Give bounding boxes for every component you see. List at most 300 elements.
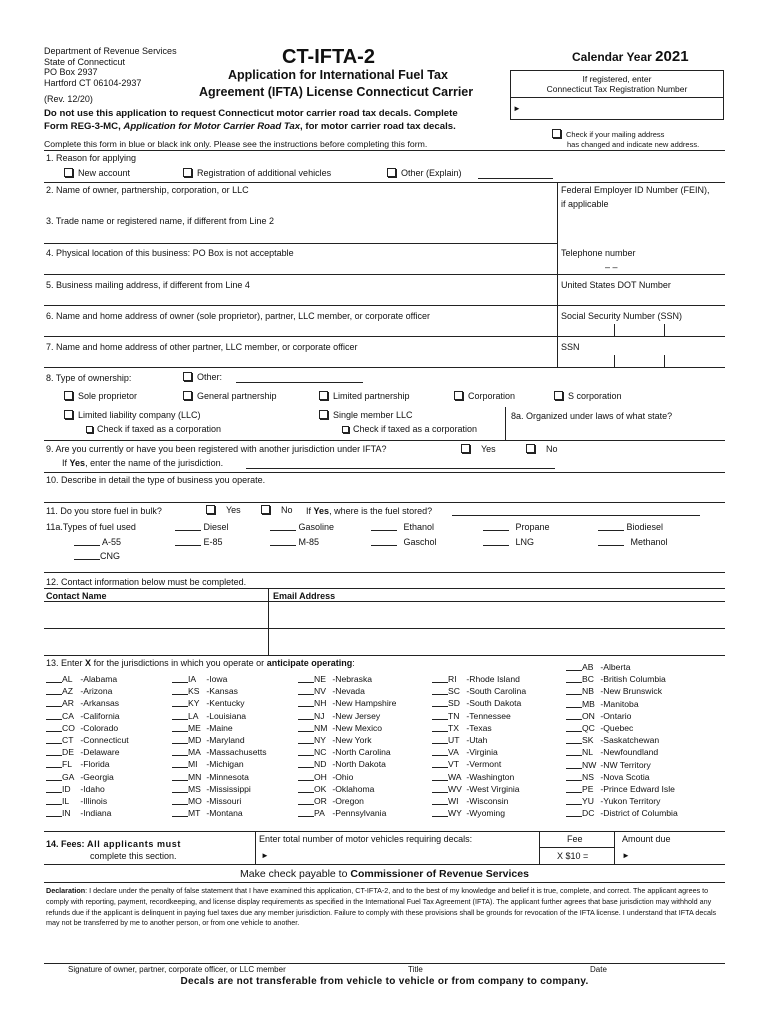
- jurisdiction-row[interactable]: [566, 685, 678, 697]
- jurisdiction-row[interactable]: [46, 710, 129, 722]
- jurisdiction-row[interactable]: [566, 661, 678, 673]
- jurisdiction-row[interactable]: [172, 734, 267, 746]
- llc-checkbox[interactable]: [64, 410, 73, 419]
- q8-smllc-corp[interactable]: [342, 424, 477, 434]
- jurisdiction-row[interactable]: [432, 783, 526, 795]
- separator: -: [598, 735, 604, 746]
- jurisdiction-blank[interactable]: [566, 687, 582, 695]
- separator: -: [598, 808, 604, 819]
- jurisdiction-row[interactable]: [298, 746, 396, 758]
- q11-yes-word: Yes: [313, 506, 330, 516]
- jurisdiction-blank[interactable]: [432, 736, 448, 744]
- contact-name-input-2[interactable]: [46, 630, 266, 654]
- jurisdiction-row[interactable]: [298, 685, 396, 697]
- jurisdiction-blank[interactable]: [566, 724, 582, 732]
- q8-scorp[interactable]: [554, 391, 622, 401]
- jurisdiction-blank[interactable]: [298, 797, 314, 805]
- jurisdiction-name: Texas: [469, 722, 492, 733]
- sole-proprietor-checkbox[interactable]: [64, 391, 73, 400]
- jurisdiction-row[interactable]: [566, 795, 678, 807]
- separator: -: [78, 771, 84, 782]
- contact-name-input-1[interactable]: [46, 603, 266, 627]
- q8-corp[interactable]: [454, 391, 515, 401]
- smllc-taxed-corp-checkbox[interactable]: [342, 426, 349, 433]
- jurisdiction-name: Maine: [209, 722, 233, 733]
- jurisdiction-code: CT: [62, 734, 74, 745]
- q1-label: 1. Reason for applying: [46, 153, 137, 163]
- jurisdiction-blank[interactable]: [298, 675, 314, 683]
- separator: -: [464, 759, 470, 770]
- jurisdiction-blank[interactable]: [432, 809, 448, 817]
- fuel-m85[interactable]: [270, 537, 319, 547]
- q9-no-checkbox[interactable]: [526, 444, 535, 453]
- fuel-lng[interactable]: [483, 537, 534, 547]
- jurisdiction-blank[interactable]: [566, 675, 582, 683]
- jurisdiction-blank[interactable]: [432, 748, 448, 756]
- jurisdiction-name: Rhode Island: [469, 674, 520, 684]
- other-ownership-checkbox[interactable]: [183, 372, 192, 381]
- jurisdiction-name: Virginia: [469, 747, 498, 758]
- jurisdiction-code: VT: [448, 759, 459, 770]
- separator: -: [464, 747, 470, 758]
- revision: (Rev. 12/20): [44, 94, 93, 104]
- q8-lp[interactable]: [319, 391, 410, 401]
- jurisdiction-name: Nevada: [335, 686, 365, 697]
- separator: -: [204, 759, 210, 770]
- jurisdiction-row[interactable]: [46, 758, 129, 770]
- q8-smllc-check-label: Check if taxed as a corporation: [353, 424, 478, 434]
- jurisdiction-code: FL: [62, 759, 73, 770]
- jurisdiction-code: YU: [582, 796, 594, 807]
- jurisdiction-row[interactable]: [432, 746, 526, 758]
- q9-no[interactable]: [526, 444, 558, 454]
- jurisdiction-row[interactable]: [172, 685, 267, 697]
- jurisdiction-blank[interactable]: [46, 687, 62, 695]
- jurisdiction-row[interactable]: [172, 771, 267, 783]
- jurisdiction-row[interactable]: [432, 722, 526, 734]
- payable-text: Make check payable to: [240, 868, 348, 880]
- fuel-gaschol[interactable]: [371, 537, 437, 547]
- jurisdiction-row[interactable]: [46, 771, 129, 783]
- jurisdiction-row[interactable]: [172, 697, 267, 709]
- jurisdiction-name: Mississippi: [209, 783, 251, 794]
- jurisdiction-blank[interactable]: [432, 699, 448, 707]
- jurisdiction-code: MA: [188, 747, 201, 758]
- jurisdiction-code: NE: [314, 674, 326, 684]
- jurisdiction-row[interactable]: [46, 722, 129, 734]
- jurisdiction-name: NW Territory: [603, 759, 651, 770]
- jurisdiction-code: NB: [582, 686, 594, 697]
- footer-note: Decals are not transferable from vehicle to vehicle or from company to company.: [180, 976, 589, 987]
- mailing-changed-checkbox[interactable]: [552, 129, 561, 138]
- jurisdiction-row[interactable]: [566, 698, 678, 710]
- jurisdiction-name: Newfoundland: [603, 747, 659, 758]
- jurisdiction-row[interactable]: [566, 746, 678, 758]
- q11-no[interactable]: [261, 505, 293, 515]
- jurisdiction-row[interactable]: [566, 722, 678, 734]
- jurisdiction-blank[interactable]: [46, 797, 62, 805]
- jurisdiction-name: Arizona: [83, 686, 113, 697]
- q11-no-checkbox[interactable]: [261, 505, 270, 514]
- jurisdiction-code: NS: [582, 771, 594, 782]
- jurisdiction-row[interactable]: [566, 710, 678, 722]
- amount-input[interactable]: [634, 848, 722, 863]
- jurisdiction-row[interactable]: [432, 697, 526, 709]
- jurisdiction-blank[interactable]: [46, 699, 62, 707]
- jurisdiction-blank[interactable]: [566, 663, 582, 671]
- jurisdiction-row[interactable]: [432, 807, 526, 819]
- jurisdiction-blank[interactable]: [46, 712, 62, 720]
- jurisdiction-code: ON: [582, 710, 595, 721]
- mailing-line2: has changed and indicate new address.: [567, 140, 700, 149]
- jurisdiction-blank[interactable]: [172, 748, 188, 756]
- jurisdiction-name: Pennsylvania: [335, 808, 387, 819]
- jurisdiction-blank[interactable]: [566, 700, 582, 708]
- q8-scorp-label: S corporation: [568, 391, 622, 401]
- vehicles-arrow: ►: [261, 851, 269, 860]
- jurisdiction-row[interactable]: [298, 697, 396, 709]
- jurisdiction-blank[interactable]: [46, 748, 62, 756]
- jurisdiction-row[interactable]: [298, 783, 396, 795]
- jurisdiction-code: GA: [62, 771, 75, 782]
- jurisdiction-row[interactable]: [432, 795, 526, 807]
- q1-additional-vehicles[interactable]: [183, 168, 331, 178]
- separator: -: [330, 710, 336, 721]
- jurisdiction-row[interactable]: [432, 673, 526, 685]
- jurisdiction-row[interactable]: [298, 795, 396, 807]
- jurisdiction-code: IN: [62, 808, 71, 819]
- jurisdiction-blank[interactable]: [566, 773, 582, 781]
- llc-taxed-corp-checkbox[interactable]: [86, 426, 93, 433]
- separator: -: [464, 698, 470, 709]
- fuel-label: CNG: [100, 551, 120, 561]
- s-corporation-checkbox[interactable]: [554, 391, 563, 400]
- jurisdiction-blank[interactable]: [298, 699, 314, 707]
- dot-label: United States DOT Number: [561, 280, 671, 290]
- jurisdiction-name: Maryland: [209, 734, 245, 745]
- jurisdiction-name: Indiana: [83, 808, 112, 819]
- jurisdiction-blank[interactable]: [172, 760, 188, 768]
- separator: -: [78, 674, 84, 684]
- separator: -: [204, 710, 210, 721]
- jurisdiction-row[interactable]: [298, 758, 396, 770]
- jurisdiction-code: CA: [62, 710, 74, 721]
- q4-label: 4. Physical location of this business: PO Box is not acceptable: [46, 248, 294, 258]
- jurisdiction-blank[interactable]: [298, 748, 314, 756]
- jurisdiction-row[interactable]: [566, 734, 678, 746]
- jurisdiction-row[interactable]: [172, 795, 267, 807]
- fuel-label: LNG: [515, 537, 535, 547]
- jurisdiction-row[interactable]: [46, 734, 129, 746]
- fees-label: [46, 839, 181, 849]
- jurisdiction-row[interactable]: [566, 771, 678, 783]
- notice-form-title: Application for Motor Carrier Road Tax: [123, 121, 301, 132]
- jurisdiction-row[interactable]: [172, 673, 267, 685]
- jurisdiction-row[interactable]: [432, 710, 526, 722]
- separator: -: [464, 674, 470, 684]
- jurisdiction-blank[interactable]: [298, 809, 314, 817]
- jurisdiction-name: California: [83, 710, 120, 721]
- jurisdiction-name: Quebec: [603, 722, 634, 733]
- jurisdiction-row[interactable]: [432, 771, 526, 783]
- jurisdiction-code: ID: [62, 783, 71, 794]
- jurisdiction-row[interactable]: [46, 685, 129, 697]
- q9-rest: , enter the name of the jurisdiction.: [85, 458, 224, 468]
- notice-form: Form REG-3-MC,: [44, 121, 121, 132]
- q9-yes[interactable]: [461, 444, 496, 454]
- notice-line2: [44, 121, 456, 132]
- date-input[interactable]: [576, 946, 725, 963]
- jurisdiction-row[interactable]: [566, 759, 678, 771]
- jurisdiction-blank[interactable]: [566, 712, 582, 720]
- jurisdiction-blank[interactable]: [172, 675, 188, 683]
- jurisdiction-blank[interactable]: [432, 773, 448, 781]
- jurisdiction-blank[interactable]: [432, 687, 448, 695]
- separator: -: [464, 734, 470, 745]
- instructions: Complete this form in blue or black ink only. Please see the instructions before completing this form.: [44, 139, 428, 149]
- jurisdiction-code: UT: [448, 734, 460, 745]
- q8-llc-label: Limited liability company (LLC): [78, 410, 201, 420]
- jurisdiction-name: British Columbia: [603, 674, 666, 685]
- jurisdiction-name: Louisiana: [209, 710, 247, 721]
- jurisdiction-blank[interactable]: [172, 773, 188, 781]
- limited-partnership-checkbox[interactable]: [319, 391, 328, 400]
- jurisdiction-blank[interactable]: [298, 687, 314, 695]
- jurisdiction-blank[interactable]: [566, 748, 582, 756]
- separator: -: [204, 808, 210, 819]
- jurisdiction-name: Prince Edward Isle: [603, 783, 675, 794]
- registration-number-input[interactable]: [525, 99, 721, 119]
- jurisdiction-blank[interactable]: [432, 724, 448, 732]
- jurisdiction-row[interactable]: [172, 746, 267, 758]
- email-input-1[interactable]: [270, 603, 723, 627]
- separator: -: [204, 722, 210, 733]
- jurisdiction-name: Kentucky: [209, 698, 245, 709]
- jurisdiction-blank[interactable]: [46, 809, 62, 817]
- jurisdiction-column-us-3: [298, 673, 396, 819]
- jurisdiction-row[interactable]: [566, 673, 678, 685]
- jurisdiction-blank[interactable]: [46, 675, 62, 683]
- jurisdiction-blank[interactable]: [432, 760, 448, 768]
- q11-label: 11. Do you store fuel in bulk?: [46, 506, 162, 516]
- jurisdiction-blank[interactable]: [298, 736, 314, 744]
- declaration-text: : I declare under the penalty of false statement that I have examined this application, CT-IFTA-2, and to the best of my knowledge and belief it is true, complete, and correct. The applicant agrees to comply with reporting, payment, recordkeeping, and license display requirements as specified in the International Fuel Tax Agreement (IFTA). The applicant further agrees that base jurisdiction may withhold any refunds due if the applicant is delinquent in paying fuel taxes due any member jurisdiction. Failure to comply with these provisions shall be grounds for revocation of the IFTA license. I understand that IFTA decals may not be transferred by me to another person, or from one vehicle to another.: [46, 886, 717, 928]
- jurisdiction-blank[interactable]: [172, 699, 188, 707]
- q1-other[interactable]: [387, 168, 462, 178]
- separator: -: [598, 686, 604, 697]
- additional-vehicles-checkbox[interactable]: [183, 168, 192, 177]
- fuel-cng[interactable]: [74, 551, 120, 561]
- q8-lp-label: Limited partnership: [333, 391, 410, 401]
- jurisdiction-blank[interactable]: [46, 785, 62, 793]
- jurisdiction-row[interactable]: [172, 758, 267, 770]
- jurisdiction-blank[interactable]: [566, 809, 582, 817]
- jurisdiction-row[interactable]: [298, 807, 396, 819]
- separator: -: [330, 734, 336, 745]
- jurisdiction-code: KY: [188, 698, 200, 709]
- jurisdiction-blank[interactable]: [566, 736, 582, 744]
- jurisdiction-blank[interactable]: [172, 724, 188, 732]
- jurisdiction-row[interactable]: [46, 783, 129, 795]
- jurisdiction-name: Delaware: [83, 747, 120, 758]
- jurisdiction-row[interactable]: [432, 734, 526, 746]
- payable-to: Commissioner of Revenue Services: [350, 868, 529, 880]
- fuel-methanol[interactable]: [598, 537, 668, 547]
- jurisdiction-name: Michigan: [209, 759, 244, 770]
- title-input[interactable]: [394, 946, 570, 963]
- jurisdiction-name: Illinois: [83, 795, 108, 806]
- declaration: [46, 886, 722, 929]
- jurisdiction-blank[interactable]: [46, 773, 62, 781]
- jurisdiction-row[interactable]: [432, 685, 526, 697]
- department-address: [44, 46, 177, 88]
- fuel-e85[interactable]: [175, 537, 223, 547]
- jurisdiction-row[interactable]: [172, 807, 267, 819]
- q3-label: 3. Trade name or registered name, if different from Line 2: [46, 216, 274, 226]
- jurisdiction-name: Utah: [469, 734, 488, 745]
- jurisdiction-blank[interactable]: [298, 785, 314, 793]
- jurisdiction-row[interactable]: [298, 734, 396, 746]
- fuel-biodiesel[interactable]: [598, 522, 663, 532]
- jurisdiction-row[interactable]: [566, 783, 678, 795]
- fuel-label: Gaschol: [403, 537, 437, 547]
- corporation-checkbox[interactable]: [454, 391, 463, 400]
- email-input-2[interactable]: [270, 630, 723, 654]
- signature-input[interactable]: [44, 946, 389, 963]
- jurisdiction-blank[interactable]: [432, 797, 448, 805]
- separator: -: [204, 783, 210, 794]
- jurisdiction-code: IL: [62, 795, 70, 806]
- jurisdiction-code: NL: [582, 747, 593, 758]
- new-account-checkbox[interactable]: [64, 168, 73, 177]
- jurisdiction-row[interactable]: [298, 722, 396, 734]
- jurisdiction-row[interactable]: [46, 673, 129, 685]
- q8-gp[interactable]: [183, 391, 277, 401]
- jurisdiction-row[interactable]: [298, 710, 396, 722]
- jurisdiction-name: Georgia: [83, 771, 114, 782]
- jurisdiction-code: ND: [314, 759, 327, 770]
- dept-line: State of Connecticut: [44, 56, 126, 67]
- separator: -: [78, 686, 84, 697]
- jurisdiction-name: North Carolina: [335, 747, 391, 758]
- jurisdiction-name: Ohio: [335, 771, 354, 782]
- jurisdiction-name: Nebraska: [335, 674, 373, 684]
- jurisdiction-blank[interactable]: [566, 797, 582, 805]
- jurisdiction-blank[interactable]: [172, 687, 188, 695]
- q11-yes[interactable]: [206, 505, 241, 515]
- jurisdiction-blank[interactable]: [46, 736, 62, 744]
- jurisdiction-row[interactable]: [46, 795, 129, 807]
- separator: -: [598, 710, 604, 721]
- fuel-propane[interactable]: [483, 522, 550, 532]
- q9-yes-label: Yes: [481, 444, 496, 454]
- jurisdiction-blank[interactable]: [172, 712, 188, 720]
- jurisdiction-column-us-4: [432, 673, 526, 819]
- single-member-llc-checkbox[interactable]: [319, 410, 328, 419]
- jurisdiction-name: District of Columbia: [603, 808, 678, 819]
- jurisdiction-blank[interactable]: [172, 736, 188, 744]
- calendar-label: Calendar Year: [572, 50, 652, 64]
- q11-yes-checkbox[interactable]: [206, 505, 215, 514]
- calendar-year: [572, 48, 689, 65]
- q8-smllc[interactable]: [319, 410, 413, 420]
- reg-box-line1: If registered, enter: [582, 74, 652, 84]
- separator: -: [204, 698, 210, 709]
- jurisdiction-blank[interactable]: [432, 712, 448, 720]
- jurisdiction-name: Arkansas: [83, 698, 120, 709]
- jurisdiction-blank[interactable]: [172, 809, 188, 817]
- fuel-gasoline[interactable]: [270, 522, 334, 532]
- vehicles-input[interactable]: [272, 848, 536, 863]
- jurisdiction-row[interactable]: [298, 673, 396, 685]
- jurisdiction-name: Washington: [469, 771, 515, 782]
- jurisdiction-blank[interactable]: [172, 797, 188, 805]
- jurisdiction-row[interactable]: [298, 771, 396, 783]
- jurisdiction-row[interactable]: [566, 807, 678, 819]
- payable-line: [44, 868, 725, 880]
- jurisdiction-row[interactable]: [46, 746, 129, 758]
- q9-if: If: [62, 458, 68, 468]
- q9-yes-checkbox[interactable]: [461, 444, 470, 453]
- other-checkbox[interactable]: [387, 168, 396, 177]
- jurisdiction-row[interactable]: [432, 758, 526, 770]
- jurisdiction-code: QC: [582, 722, 595, 733]
- q8-sole[interactable]: [64, 391, 137, 401]
- q1-new-account[interactable]: [64, 168, 130, 178]
- q8-llc-corp[interactable]: [86, 424, 221, 434]
- q8-other[interactable]: [183, 372, 222, 382]
- q2-label: 2. Name of owner, partnership, corporation, or LLC: [46, 185, 249, 195]
- fuel-ethanol[interactable]: [371, 522, 434, 532]
- jurisdiction-code: LA: [188, 710, 199, 721]
- separator: -: [464, 808, 470, 819]
- jurisdiction-row[interactable]: [172, 710, 267, 722]
- jurisdiction-blank[interactable]: [432, 675, 448, 683]
- fuel-diesel[interactable]: [175, 522, 229, 532]
- fuel-a55[interactable]: [74, 537, 121, 547]
- jurisdiction-name: Minnesota: [209, 771, 249, 782]
- jurisdiction-blank[interactable]: [298, 760, 314, 768]
- jurisdiction-blank[interactable]: [46, 724, 62, 732]
- jurisdiction-code: ME: [188, 722, 201, 733]
- jurisdiction-blank[interactable]: [298, 724, 314, 732]
- jurisdiction-code: NM: [314, 722, 328, 733]
- jurisdiction-name: New Mexico: [335, 722, 383, 733]
- title-label: Title: [408, 965, 423, 974]
- jurisdiction-blank[interactable]: [46, 760, 62, 768]
- q8-llc[interactable]: [64, 410, 201, 420]
- jurisdiction-blank[interactable]: [298, 773, 314, 781]
- jurisdiction-row[interactable]: [172, 722, 267, 734]
- jurisdiction-row[interactable]: [46, 807, 129, 819]
- jurisdiction-blank[interactable]: [298, 712, 314, 720]
- jurisdiction-blank[interactable]: [566, 785, 582, 793]
- separator: -: [464, 686, 470, 697]
- jurisdiction-name: Massachusetts: [209, 747, 267, 758]
- separator: -: [598, 771, 604, 782]
- separator: -: [204, 771, 210, 782]
- jurisdiction-blank[interactable]: [172, 785, 188, 793]
- jurisdiction-row[interactable]: [172, 783, 267, 795]
- q1-new-label: New account: [78, 168, 131, 178]
- jurisdiction-blank[interactable]: [432, 785, 448, 793]
- general-partnership-checkbox[interactable]: [183, 391, 192, 400]
- jurisdiction-row[interactable]: [46, 697, 129, 709]
- separator: -: [598, 747, 604, 758]
- jurisdiction-name: Kansas: [209, 686, 238, 697]
- jurisdiction-blank[interactable]: [566, 761, 582, 769]
- separator: -: [598, 783, 604, 794]
